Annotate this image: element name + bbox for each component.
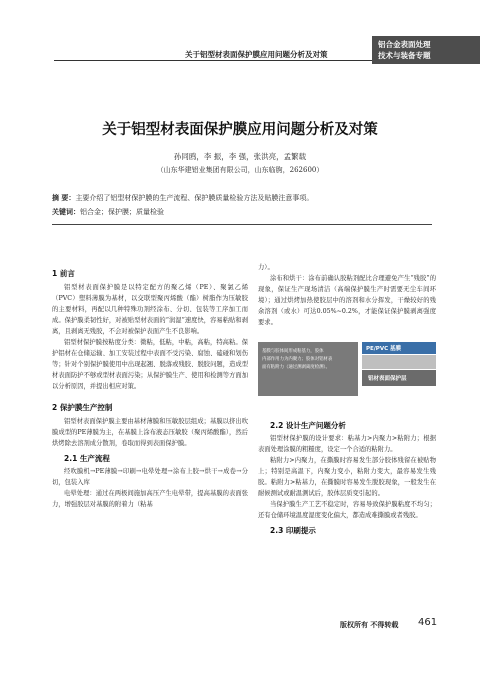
figure-aluminum-layer: 铝材表面保护层 [362,370,436,386]
paragraph: 铝型材表面保护膜是以特定配方的聚乙烯（PE）、聚氯乙烯（PVC）塑料薄膜为基材，以交联型聚丙烯酸（酯）树脂作为压敏胶的主要材料，再配以几种特殊功剂经涂布、分切、包装等工序加工而成。保护膜柔韧性好，对被贴型材表面的“润湿”速度快，容易粘贴和剥离，且剥离无残胶，不会对被保护表面产生不良影响。 [52,284,248,335]
keywords [52,207,442,217]
figure-text-3: 面有粘附力（通过测剥离度检测）。 [262,365,331,370]
keywords-text: 铝合金；保护膜；质量检验 [80,208,164,216]
journal-line-2: 技术与装备专题 [378,51,431,60]
subsection-heading: 2.2 设计生产问题分析 [270,421,346,430]
copyright-notice: 版权所有 不得转载 [340,621,399,629]
abstract [52,192,442,204]
subsection-heading: 2.3 印刷提示 [270,526,316,535]
figure-film-structure [258,336,436,414]
paragraph: 铝型材表面保护膜主要由基材薄膜和压敏胶层组成；基膜以挤出吹膜成型的PE薄膜为主，在基膜上涂布液态压敏胶（聚丙烯酸酯），然后烘烤除去溶剂成分散剂，卷取而得到表面保护膜。 [52,418,248,447]
figure-description-box [258,342,358,396]
paragraph: 粘附力>内聚力，在撕膜时容易发生部分胶体残留在被贴物上；特别是高温下，内聚力变小，粘附力变大，最容易发生残胶。粘附力>粘基力，在撕膜时容易发生脱胶现象，一般发生在耐候测试或耐温测试后，胶体层质变引起的。 [258,457,436,497]
paragraph: 涂布和烘干：涂布前确认胶粘剂配比合理避免产生“残胶”的现象，保证生产现场清洁（高端保护膜生产时需要无尘车间环境）；通过烘烤加热使胶层中的溶剂和水分挥发，干燥较好的残余溶剂（或水）可达0.05%~0.2%，才能保证保护膜剥离强度要求。 [258,275,436,326]
left-column [52,262,248,510]
section-heading: 2 保护膜生产控制 [52,403,113,412]
page-number: 461 [418,617,438,628]
paragraph: 电晕处理：通过在两极间施加高压产生电晕带，提高基膜的表面张力，增强胶层对基膜的附着力（粘基 [52,490,248,508]
figure-base-film-layer: PE/PVC 基膜 [362,342,436,354]
keywords-label: 关键词： [52,208,80,216]
journal-line-1: 铝合金表面处理 [378,40,431,49]
paragraph: 力）。 [258,264,274,271]
abstract-label: 摘 要： [52,194,76,202]
article-title: 关于铝型材表面保护膜应用问题分析及对策 [102,122,378,138]
paragraph: 铝型材保护膜按粘度分类：微粘，低粘，中粘，高粘，特高粘。保护铝材在仓储运输、加工安装过程中表面不受污染、腐蚀、磕碰和划伤等；针对个别保护膜使用中出现起翘、脱落或残胶、脱胶问题，造成型材表面防护不够或型材表面污染；从保护膜生产、使用和检测等方面加以分析原因，并提出相应对策。 [52,339,248,390]
figure-text-2: 内部作用力为内聚力；胶体对铝材表 [262,357,333,362]
header-rule [54,60,372,61]
abstract-divider [52,224,432,225]
paragraph: 经吹膜机→PE薄膜→印刷→电晕处理→涂布上胶→烘干→成卷→分切，包装入库 [52,468,248,486]
figure-adhesive-layer [362,355,436,369]
section-heading: 1 前言 [52,269,75,278]
running-title: 关于铝型材表面保护膜应用问题分析及对策 [185,50,328,59]
authors: 孙同鸥，李 振，李 强，张洪亮，孟繁载 [173,152,307,161]
right-column [258,262,436,538]
journal-section-badge [372,36,480,64]
subsection-heading: 2.1 生产流程 [64,454,110,463]
figure-text-1: 基膜与胶体间形成粘基力，胶体 [262,349,324,354]
paragraph: 当保护膜生产工艺不稳定时，容易导致保护膜粘度不均匀；还有仓储环境温度湿度变化偏大，都造成难撕膜或者残胶。 [258,501,436,519]
paragraph: 铝型材保护膜的设计要求：粘基力>内聚力>粘附力；根据表面处理涂膜的粗糙度，设定一个合适的粘附力。 [258,435,436,453]
affiliation: （山东华建铝业集团有限公司，山东临朐，262600） [156,166,324,174]
abstract-text: 主要介绍了铝型材保护膜的生产流程、保护膜质量检验方法及贴膜注意事项。 [75,194,314,202]
page-header [0,0,480,64]
